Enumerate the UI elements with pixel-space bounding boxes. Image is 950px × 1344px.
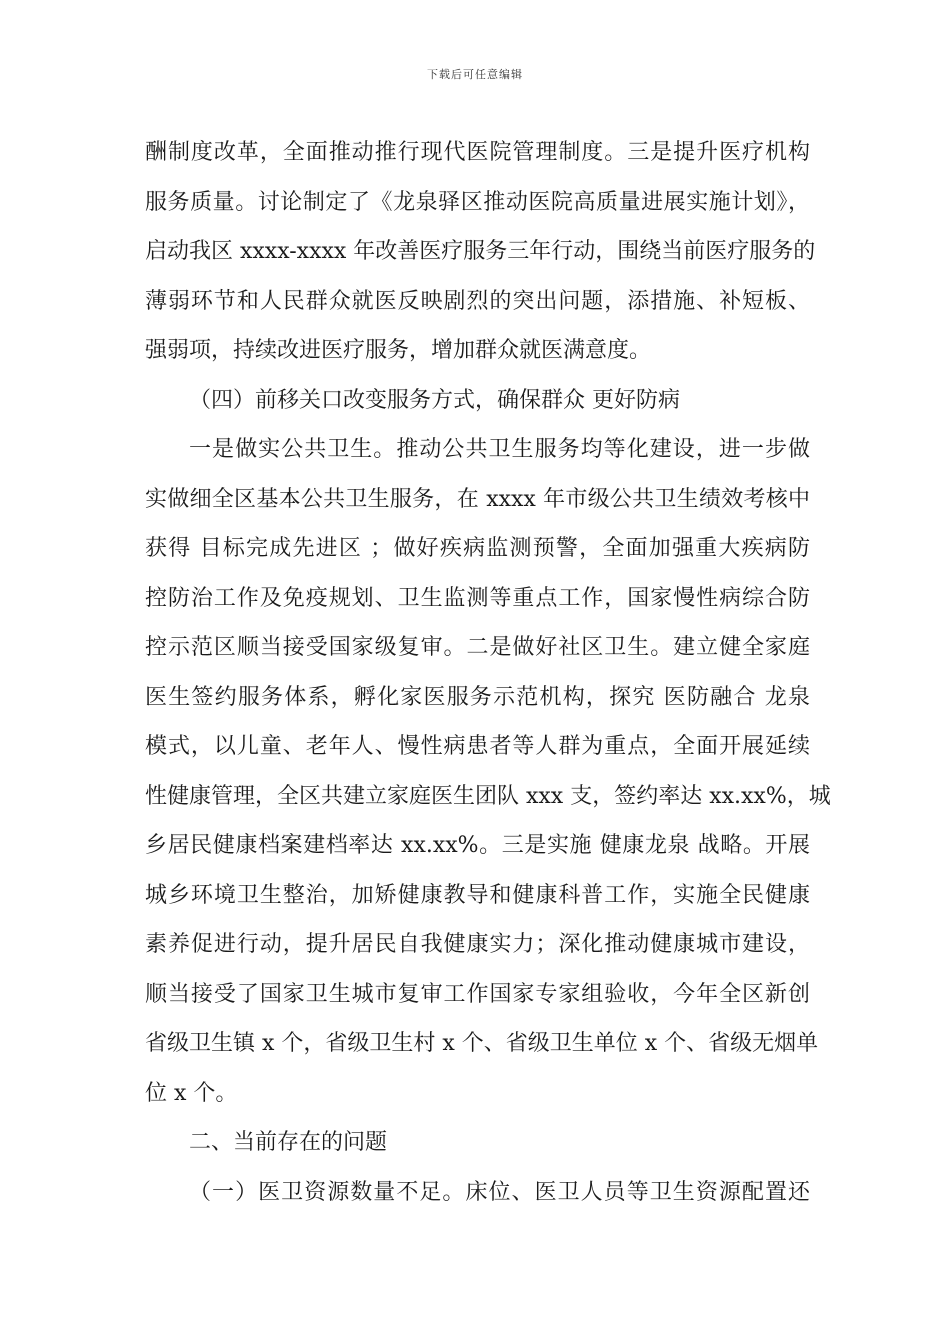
- text-line: 模式，以儿童、老年人、慢性病患者等人群为重点，全面开展延续: [145, 734, 810, 759]
- text-line: 控防治工作及免疫规划、卫生监测等重点工作，国家慢性病综合防: [145, 585, 810, 611]
- text-line: 省级卫生镇 x 个，省级卫生村 x 个、省级卫生单位 x 个、省级无烟单: [145, 1031, 819, 1056]
- text-line: 服务质量。讨论制定了《龙泉驿区推动医院高质量进展实施计划》，: [145, 189, 810, 215]
- text-line: 位 x 个。: [145, 1080, 238, 1106]
- text-line: 酬制度改革，全面推动推行现代医院管理制度。三是提升医疗机构: [145, 140, 810, 165]
- text-line: 医生签约服务体系，孵化家医服务示范机构，探究 医防融合 龙泉: [145, 684, 810, 710]
- text-line: 获得 目标完成先进区 ；做好疾病监测预警，全面加强重大疾病防: [145, 536, 810, 561]
- text-line: 薄弱环节和人民群众就医反映剧烈的突出问题，添措施、补短板、: [145, 288, 810, 314]
- text-line: 城乡环境卫生整治，加矫健康教导和健康科普工作，实施全民健康: [145, 882, 810, 908]
- text-line: 乡居民健康档案建档率达 xx.xx%。三是实施 健康龙泉 战略。开展: [145, 833, 810, 858]
- section-heading: 二、当前存在的问题: [189, 1130, 388, 1155]
- text-line: 启动我区 xxxx-xxxx 年改善医疗服务三年行动，围绕当前医疗服务的: [145, 239, 816, 264]
- page-header: 下载后可任意编辑: [427, 68, 523, 81]
- text-line: 控示范区顺当接受国家级复审。二是做好社区卫生。建立健全家庭: [145, 635, 810, 660]
- text-line: 素养促进行动，提升居民自我健康实力；深化推动健康城市建设，: [145, 932, 810, 957]
- text-line: （一）医卫资源数量不足。床位、医卫人员等卫生资源配置还: [189, 1179, 810, 1205]
- text-line: 一是做实公共卫生。推动公共卫生服务均等化建设，进一步做: [189, 437, 810, 462]
- text-line: 强弱项，持续改进医疗服务，增加群众就医满意度。: [145, 338, 652, 363]
- text-line: 顺当接受了国家卫生城市复审工作国家专家组验收，今年全区新创: [145, 981, 810, 1007]
- text-line: 性健康管理，全区共建立家庭医生团队 xxx 支，签约率达 xx.xx%，城: [145, 783, 831, 809]
- text-line: 实做细全区基本公共卫生服务，在 xxxx 年市级公共卫生绩效考核中: [145, 486, 810, 512]
- section-heading: （四）前移关口改变服务方式，确保群众 更好防病: [189, 387, 680, 413]
- document-body: [145, 128, 831, 1217]
